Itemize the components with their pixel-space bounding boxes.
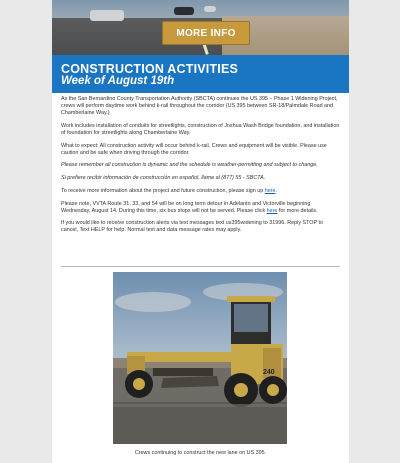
title-banner xyxy=(52,55,349,93)
detour-end: for more details. xyxy=(277,207,318,214)
paragraph-spanish: Si prefiere recibir información de construcción en español, llame al (877) 55 - SBCTA. xyxy=(61,175,266,182)
divider xyxy=(61,266,340,267)
photo-caption: Crews continuing to construct the new lane on US 395. xyxy=(134,450,267,456)
hero-car xyxy=(204,6,216,12)
signup-text: To receive more information about the project and future construction, please sign up xyxy=(61,187,265,194)
paragraph-intro: As the San Bernardino County Transportation Authority (SBCTA) continues the US 395 – Phase 1 Widening Project, crews will perform daytime work behind k-rail throughout the corridor (US 395 between SR-18/Palmdale Road and Chamberlaine Way.) xyxy=(61,96,338,117)
page-title: CONSTRUCTION ACTIVITIES xyxy=(61,62,239,76)
detour-link[interactable]: here xyxy=(266,207,278,214)
newsletter-sheet xyxy=(52,0,349,463)
hero-car xyxy=(90,10,124,21)
page-subtitle: Week of August 19th xyxy=(61,75,175,87)
article-body xyxy=(61,96,341,240)
paragraph-text-alerts: If you would like to receive construction alerts via text messages text us395widening to 31996. Reply STOP to cancel, Text HELP for help. Normal text and data message rates may apply. xyxy=(61,220,323,234)
motor-grader-illustration xyxy=(113,272,287,444)
signup-link[interactable]: here xyxy=(264,187,276,194)
paragraph-signup xyxy=(61,188,341,195)
machine-number: 240 xyxy=(263,369,275,376)
more-info-button[interactable]: MORE INFO xyxy=(162,21,250,45)
construction-photo xyxy=(113,272,287,444)
hero-image xyxy=(52,0,349,55)
detour-text: Please note, VVTA Route 31, 33, and 54 will be on long term detour in Adelanto and Victorville beginning Wednesday, August 14. During this time, six bus stops will not be served. Please click xyxy=(61,200,311,214)
paragraph-dynamic: Please remember all construction is dynamic and the schedule is weather-permitting and subject to change. xyxy=(61,162,318,169)
paragraph-detour xyxy=(61,201,341,215)
paragraph-expect: What to expect: All construction activity will occur behind k-rail. Crews and equipment will be visible. Please use caution and be safe when driving through the corridor. xyxy=(61,142,327,156)
hero-car xyxy=(174,7,194,15)
signup-end: . xyxy=(275,187,278,194)
paragraph-work: Work includes installation of conduits for streetlights, construction of Joshua Wash Bridge foundation, and installation of foundation for streetlights along Chamberlaine Way. xyxy=(61,122,340,136)
